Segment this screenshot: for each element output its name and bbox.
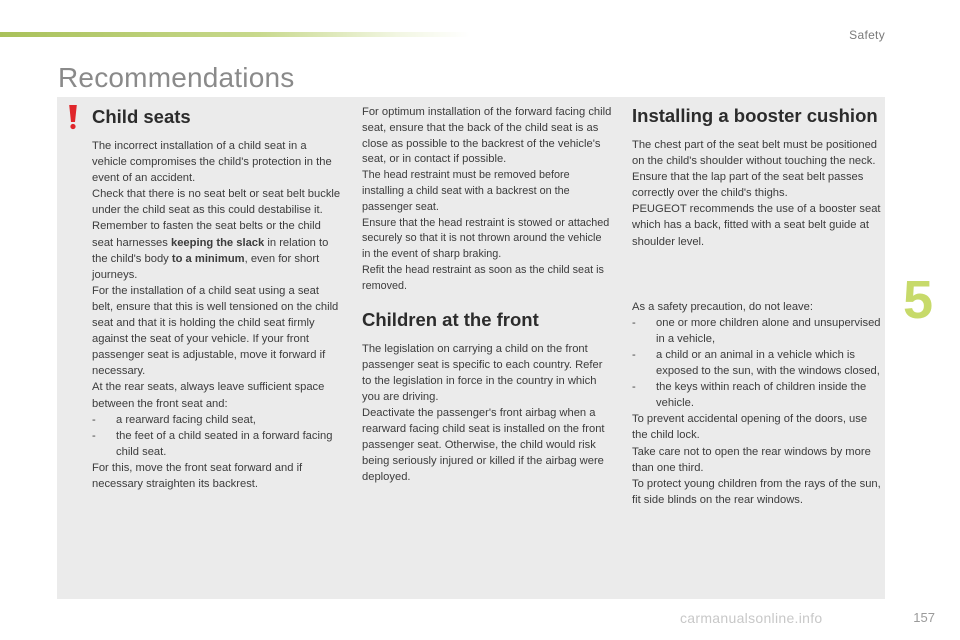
text: , even for short journeys.: [92, 252, 320, 281]
list-item: - a child or an animal in a vehicle which is exposed to the sun, with the windows closed,: [632, 348, 880, 378]
paragraph: As a safety precaution, do not leave:: [632, 300, 813, 313]
paragraph: The chest part of the seat belt must be positioned on the child's shoulder without touching the neck.: [632, 139, 878, 168]
paragraph: For this, move the front seat forward and if necessary straighten its backrest.: [92, 461, 303, 490]
paragraph: The legislation on carrying a child on the front passenger seat is specific to each country. Refer to the legislation in force in the country in which you are driving.: [362, 342, 603, 403]
paragraph: To protect young children from the rays of the sun, fit side blinds on the rear windows.: [632, 477, 881, 506]
emphasis-text: keeping the slack: [170, 236, 265, 249]
column-child-seats: [92, 106, 342, 492]
paragraph: Ensure that the lap part of the seat belt passes correctly over the child's thighs.: [632, 171, 864, 200]
paragraph: To prevent accidental opening of the doors, use the child lock.: [632, 413, 868, 442]
heading-booster-cushion: Installing a booster cushion: [632, 105, 878, 126]
text: Remember to fasten the seat belts or the child seat harnesses: [92, 220, 321, 249]
paragraph: Take care not to open the rear windows by more than one third.: [632, 445, 871, 474]
paragraph: Deactivate the passenger's front airbag when a rearward facing child seat is installed on the front passenger seat. Otherwise, the child would risk being seriously injured or killed if the airbag were deployed.: [362, 406, 605, 484]
list-item: - the feet of a child seated in a forward facing child seat.: [92, 429, 333, 458]
section-label: Safety: [849, 28, 885, 42]
page-number: 157: [913, 610, 935, 625]
column-children-front: [362, 105, 612, 485]
chapter-number: 5: [903, 270, 934, 330]
paragraph: The incorrect installation of a child seat in a vehicle compromises the child's protection in the event of an accident.: [92, 140, 332, 185]
heading-children-at-front: Children at the front: [362, 308, 539, 330]
list-item: - one or more children alone and unsupervised in a vehicle,: [632, 316, 881, 345]
page-title: Recommendations: [58, 62, 295, 93]
paragraph: At the rear seats, always leave sufficient space between the front seat and:: [92, 381, 325, 410]
text: in relation to the child's body: [92, 236, 329, 265]
header-accent-bar: [0, 32, 470, 37]
paragraph: [92, 218, 342, 282]
paragraph: The head restraint must be removed before installing a child seat with a backrest on the passenger seat.: [362, 169, 570, 213]
paragraph: PEUGEOT recommends the use of a booster seat which has a back, fitted with a seat belt guide at shoulder level.: [632, 203, 881, 248]
list-item: - a rearward facing child seat,: [92, 413, 256, 426]
heading-child-seats: Child seats: [92, 106, 191, 127]
exclamation-icon: [66, 104, 80, 130]
column-booster-cushion: [632, 105, 882, 508]
paragraph: For the installation of a child seat using a seat belt, ensure that this is well tensioned on the child seat and that it is holding the child seat firmly against the seat of your vehicle. If your front passenger seat is adjustable, move it forward if necessary.: [92, 284, 339, 378]
emphasis-text: to a minimum: [171, 252, 245, 265]
paragraph: Ensure that the head restraint is stowed or attached securely so that it is not thrown around the vehicle in the event of sharp braking.: [362, 216, 610, 261]
watermark: carmanualsonline.info: [680, 610, 823, 626]
list-item: - the keys within reach of children inside the vehicle.: [632, 381, 867, 410]
paragraph: Refit the head restraint as soon as the child seat is removed.: [362, 263, 604, 292]
paragraph: Check that there is no seat belt or seat belt buckle under the child seat as this could destabilise it.: [92, 188, 341, 217]
paragraph: For optimum installation of the forward facing child seat, ensure that the back of the child seat is as close as possible to the backrest of the vehicle's seat, or in contact if possible.: [362, 106, 612, 166]
